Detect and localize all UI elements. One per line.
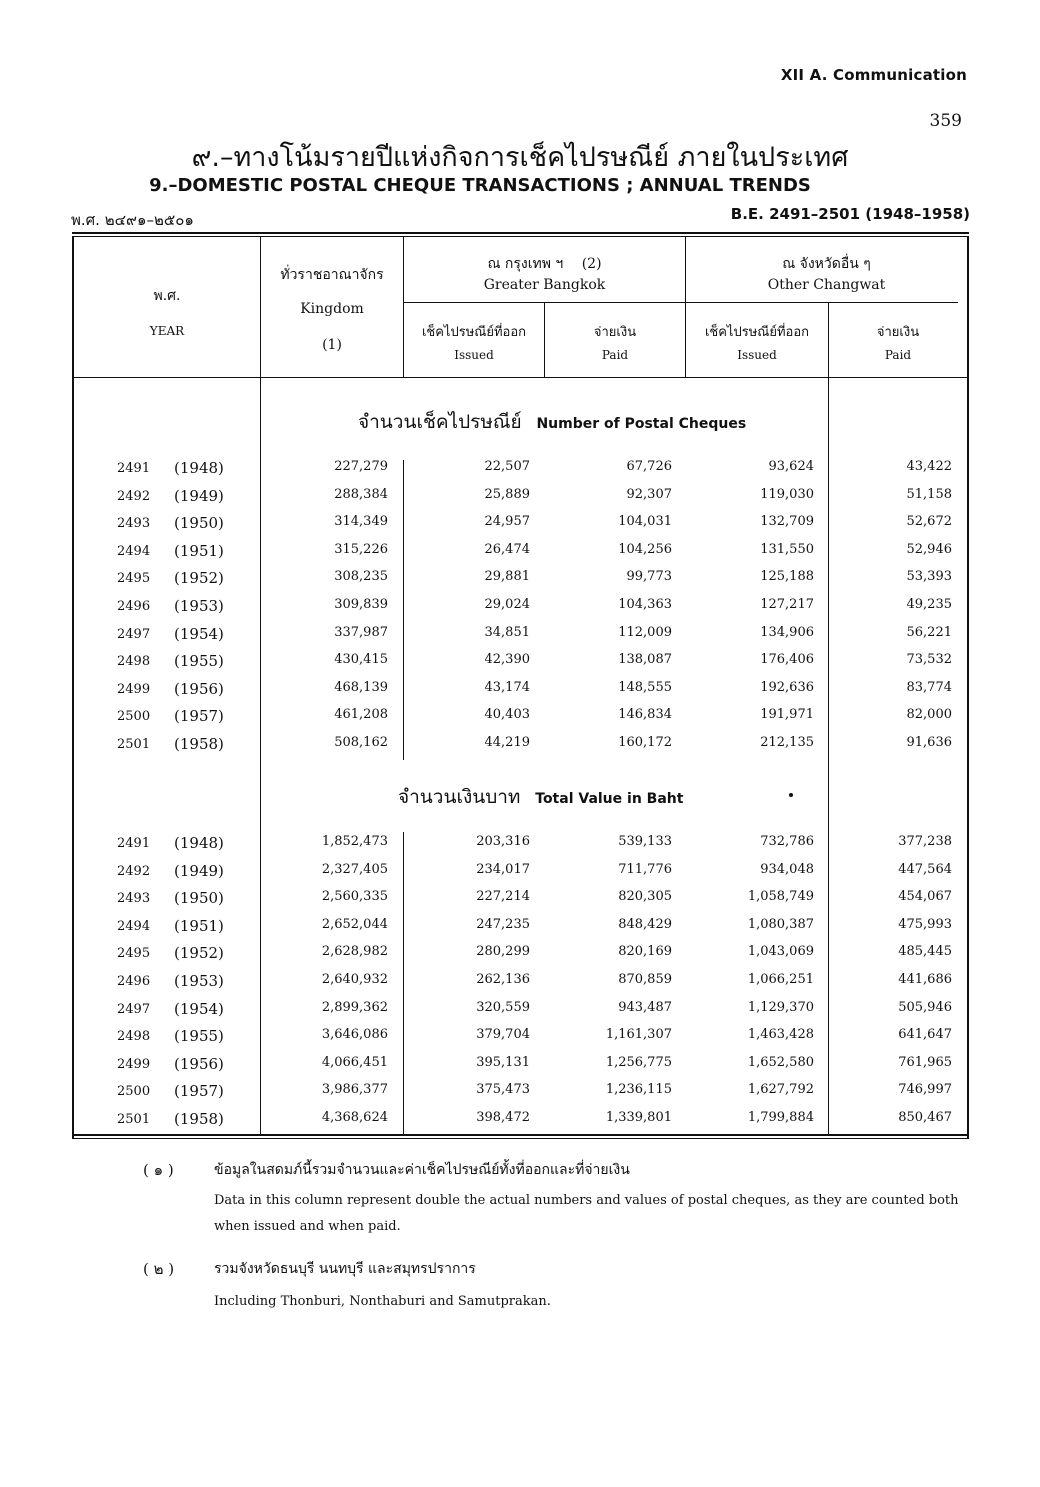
cell-kingdom: 430,415: [334, 652, 388, 668]
cell-bkk-paid: 539,133: [618, 834, 672, 849]
section-heading-number-english: Number of Postal Cheques: [536, 416, 747, 432]
section-heading-number: [358, 407, 746, 437]
cell-year-ce: (1957): [174, 707, 224, 726]
cell-oth-paid: 56,221: [906, 624, 952, 640]
cell-oth-issued: 212,135: [760, 735, 814, 750]
section-label: XII A. Communication: [780, 66, 967, 84]
cell-oth-issued: 131,550: [760, 541, 814, 557]
cell-bkk-issued: 40,403: [484, 707, 530, 723]
cell-year-be: 2494: [117, 918, 151, 934]
cell-year-be: 2493: [117, 516, 151, 532]
cell-year-be: 2492: [117, 863, 151, 879]
cell-bkk-paid: 1,236,115: [605, 1082, 672, 1098]
cell-year-ce: (1958): [174, 1110, 224, 1128]
cell-bkk-paid: 99,773: [626, 569, 672, 585]
cell-bkk-paid: 1,339,801: [605, 1110, 672, 1125]
cell-bkk-issued: 262,136: [476, 972, 530, 987]
section-heading-value-english: Total Value in Baht: [535, 791, 684, 807]
cell-oth-issued: 192,636: [760, 679, 814, 695]
cell-year-ce: (1956): [174, 679, 224, 698]
cell-oth-issued: 1,652,580: [747, 1054, 814, 1070]
cell-oth-issued: 1,627,792: [747, 1082, 814, 1098]
section-heading-value: [398, 782, 683, 812]
header-split-rule: [403, 302, 958, 303]
cell-bkk-paid: 160,172: [618, 735, 672, 750]
cell-oth-issued: 93,624: [768, 459, 814, 474]
table-row: [0, 970, 1040, 998]
cell-oth-paid: 83,774: [906, 679, 952, 695]
table-bottom-rule-inner: [72, 1138, 969, 1139]
table-row: [0, 832, 1040, 860]
page-number: 359: [929, 111, 962, 131]
cell-bkk-issued: 203,316: [476, 834, 530, 849]
cell-kingdom: 309,839: [334, 597, 388, 612]
section-heading-value-thai: จำนวนเงินบาท: [398, 786, 521, 808]
cell-oth-paid: 485,445: [898, 944, 952, 960]
cell-year-be: 2497: [117, 1001, 151, 1017]
cell-oth-issued: 176,406: [760, 652, 814, 668]
header-oth-paid-english: Paid: [884, 348, 912, 362]
cell-bkk-issued: 25,889: [484, 486, 530, 502]
cell-bkk-issued: 42,390: [484, 652, 530, 668]
table-row: [0, 678, 1040, 706]
table-row: [0, 705, 1040, 733]
cell-year-be: 2491: [117, 461, 151, 476]
header-year-english: YEAR: [149, 324, 185, 338]
cell-bkk-issued: 24,957: [484, 514, 530, 530]
cell-kingdom: 2,560,335: [321, 889, 388, 905]
header-bangkok-thai-text: ณ กรุงเทพ ฯ: [487, 256, 564, 272]
cell-bkk-paid: 820,169: [618, 944, 672, 960]
cell-kingdom: 1,852,473: [321, 834, 388, 849]
cell-oth-paid: 447,564: [898, 861, 952, 877]
cell-kingdom: 288,384: [334, 486, 388, 502]
cell-year-be: 2498: [117, 1029, 151, 1045]
cell-bkk-paid: 67,726: [626, 459, 672, 474]
header-bangkok-thai: [404, 255, 685, 273]
cell-bkk-issued: 22,507: [484, 459, 530, 474]
table-top-rule: [72, 232, 969, 234]
cell-bkk-paid: 104,363: [618, 597, 672, 612]
cell-bkk-paid: 146,834: [618, 707, 672, 723]
cell-bkk-paid: 848,429: [618, 916, 672, 932]
cell-year-ce: (1952): [174, 569, 224, 588]
cell-oth-paid: 641,647: [898, 1027, 952, 1043]
cell-oth-issued: 1,058,749: [747, 889, 814, 905]
table-row: [0, 915, 1040, 943]
cell-year-be: 2499: [117, 681, 151, 697]
cell-oth-issued: 934,048: [760, 861, 814, 877]
table-row: [0, 1053, 1040, 1081]
cell-kingdom: 337,987: [334, 624, 388, 640]
table-row: [0, 485, 1040, 513]
cell-oth-issued: 732,786: [760, 834, 814, 849]
cell-year-ce: (1948): [174, 834, 224, 852]
table-row: [0, 860, 1040, 888]
header-kingdom-note: (1): [322, 337, 342, 353]
cell-year-be: 2492: [117, 488, 151, 504]
table-row: [0, 942, 1040, 970]
cell-oth-paid: 475,993: [898, 916, 952, 932]
cell-bkk-issued: 398,472: [476, 1110, 530, 1125]
cell-oth-issued: 1,066,251: [747, 972, 814, 987]
cell-year-be: 2499: [117, 1056, 151, 1072]
table-row: [0, 887, 1040, 915]
footnote-2-mark: ( ๒ ): [143, 1260, 175, 1278]
cell-kingdom: 2,899,362: [321, 999, 388, 1015]
cell-year-ce: (1953): [174, 972, 224, 990]
cell-bkk-paid: 870,859: [618, 972, 672, 987]
cell-bkk-issued: 44,219: [484, 735, 530, 750]
table-title-thai: ๙.–ทางโน้มรายปีแห่งกิจการเช็คไปรษณีย์ ภายในประเทศ: [191, 142, 849, 173]
cell-bkk-issued: 320,559: [476, 999, 530, 1015]
section-heading-number-thai: จำนวนเช็คไปรษณีย์: [358, 411, 522, 433]
cell-oth-paid: 454,067: [898, 889, 952, 905]
period-english: B.E. 2491–2501 (1948–1958): [730, 205, 970, 223]
cell-year-ce: (1951): [174, 541, 224, 560]
header-oth-issued-english: Issued: [737, 348, 777, 362]
cell-bkk-paid: 104,031: [618, 514, 672, 530]
cell-oth-paid: 746,997: [898, 1082, 952, 1098]
header-bkk-paid-english: Paid: [601, 348, 629, 362]
cell-oth-paid: 52,946: [906, 541, 952, 557]
header-other-english: Other Changwat: [767, 277, 886, 293]
cell-bkk-paid: 711,776: [618, 861, 672, 877]
cell-oth-paid: 850,467: [898, 1110, 952, 1125]
cell-oth-issued: 134,906: [760, 624, 814, 640]
cell-bkk-issued: 280,299: [476, 944, 530, 960]
header-bangkok-note: (2): [581, 256, 602, 272]
table-row: [0, 1108, 1040, 1136]
cell-kingdom: 2,628,982: [321, 944, 388, 960]
cell-oth-issued: 127,217: [760, 597, 814, 612]
header-year-thai: พ.ศ.: [153, 288, 181, 304]
cell-kingdom: 3,646,086: [321, 1027, 388, 1043]
cell-oth-paid: 441,686: [898, 972, 952, 987]
cell-year-ce: (1952): [174, 944, 224, 963]
cell-bkk-paid: 138,087: [618, 652, 672, 668]
cell-kingdom: 2,327,405: [321, 861, 388, 877]
cell-year-be: 2494: [117, 543, 151, 559]
cell-bkk-issued: 26,474: [484, 541, 530, 557]
cell-oth-paid: 73,532: [906, 652, 952, 668]
table-row: [0, 998, 1040, 1026]
cell-kingdom: 3,986,377: [321, 1082, 388, 1098]
cell-oth-issued: 1,080,387: [747, 916, 814, 932]
cell-oth-paid: 82,000: [906, 707, 952, 723]
table-row: [0, 1025, 1040, 1053]
cell-bkk-paid: 112,009: [618, 624, 672, 640]
cell-kingdom: 308,235: [334, 569, 388, 585]
table-row: [0, 650, 1040, 678]
cell-year-ce: (1955): [174, 652, 224, 671]
cell-oth-paid: 49,235: [906, 597, 952, 612]
cell-oth-paid: 52,672: [906, 514, 952, 530]
header-kingdom-english: Kingdom: [300, 301, 364, 317]
cell-bkk-issued: 29,024: [484, 597, 530, 612]
cell-bkk-issued: 247,235: [476, 916, 530, 932]
cell-year-be: 2500: [117, 1084, 151, 1100]
table-row: [0, 457, 1040, 485]
footnote-2-english: Including Thonburi, Nonthaburi and Samutprakan.: [214, 1294, 551, 1309]
cell-bkk-paid: 820,305: [618, 889, 672, 905]
header-bkk-paid-thai: จ่ายเงิน: [593, 325, 637, 340]
cell-year-be: 2496: [117, 974, 151, 989]
cell-oth-paid: 53,393: [906, 569, 952, 585]
stray-dot-mark: [789, 793, 793, 797]
cell-bkk-paid: 1,161,307: [605, 1027, 672, 1043]
cell-kingdom: 4,066,451: [321, 1054, 388, 1070]
cell-year-ce: (1951): [174, 916, 224, 935]
cell-bkk-issued: 43,174: [484, 679, 530, 695]
cell-bkk-issued: 395,131: [476, 1054, 530, 1070]
footnote-1-mark: ( ๑ ): [143, 1161, 174, 1179]
cell-year-ce: (1954): [174, 624, 224, 643]
header-bottom-rule: [72, 377, 969, 378]
footnote-1-thai: ข้อมูลในสดมภ์นี้รวมจำนวนและค่าเช็คไปรษณีย์ทั้งที่ออกและที่จ่ายเงิน: [214, 1162, 630, 1178]
cell-bkk-paid: 943,487: [618, 999, 672, 1015]
table-row: [0, 567, 1040, 595]
cell-oth-issued: 125,188: [760, 569, 814, 585]
cell-oth-issued: 1,463,428: [747, 1027, 814, 1043]
header-oth-issued-thai: เช็คไปรษณีย์ที่ออก: [704, 325, 810, 340]
cell-year-be: 2495: [117, 571, 151, 587]
cell-bkk-issued: 227,214: [476, 889, 530, 905]
cell-year-ce: (1948): [174, 459, 224, 477]
cell-year-ce: (1956): [174, 1054, 224, 1073]
cell-year-ce: (1950): [174, 889, 224, 908]
cell-year-ce: (1953): [174, 597, 224, 615]
cell-kingdom: 314,349: [334, 514, 388, 530]
cell-kingdom: 461,208: [334, 707, 388, 723]
cell-kingdom: 2,640,932: [321, 972, 388, 987]
cell-oth-issued: 1,129,370: [747, 999, 814, 1015]
table-row: [0, 733, 1040, 761]
cell-kingdom: 4,368,624: [321, 1110, 388, 1125]
cell-oth-issued: 119,030: [760, 486, 814, 502]
table-title-english: 9.–DOMESTIC POSTAL CHEQUE TRANSACTIONS ; ANNUAL TRENDS: [149, 175, 811, 196]
cell-kingdom: 508,162: [334, 735, 388, 750]
cell-oth-issued: 132,709: [760, 514, 814, 530]
cell-year-be: 2495: [117, 946, 151, 962]
table-row: [0, 623, 1040, 651]
cell-year-ce: (1954): [174, 999, 224, 1018]
table-row: [0, 595, 1040, 623]
footnote-2-thai: รวมจังหวัดธนบุรี นนทบุรี และสมุทรปราการ: [214, 1261, 476, 1277]
header-bangkok-english: Greater Bangkok: [483, 277, 606, 293]
header-kingdom-thai: ทั่วราชอาณาจักร: [280, 267, 384, 283]
cell-bkk-issued: 29,881: [484, 569, 530, 585]
cell-oth-issued: 1,799,884: [747, 1110, 814, 1125]
cell-year-ce: (1949): [174, 486, 224, 505]
cell-oth-paid: 43,422: [906, 459, 952, 474]
cell-bkk-issued: 34,851: [484, 624, 530, 640]
header-oth-paid-thai: จ่ายเงิน: [876, 325, 920, 340]
cell-year-ce: (1957): [174, 1082, 224, 1101]
cell-year-ce: (1958): [174, 735, 224, 753]
cell-oth-paid: 761,965: [898, 1054, 952, 1070]
period-thai: พ.ศ. ๒๔๙๑–๒๕๐๑: [71, 211, 194, 229]
table-row: [0, 512, 1040, 540]
cell-year-be: 2501: [117, 1112, 151, 1127]
cell-bkk-paid: 1,256,775: [605, 1054, 672, 1070]
cell-bkk-issued: 379,704: [476, 1027, 530, 1043]
header-bkk-issued-english: Issued: [454, 348, 494, 362]
cell-year-be: 2491: [117, 836, 151, 851]
cell-year-ce: (1949): [174, 861, 224, 880]
cell-kingdom: 468,139: [334, 679, 388, 695]
header-bkk-issued-thai: เช็คไปรษณีย์ที่ออก: [421, 325, 527, 340]
cell-oth-paid: 91,636: [906, 735, 952, 750]
table-row: [0, 540, 1040, 568]
cell-year-be: 2500: [117, 709, 151, 725]
cell-oth-paid: 505,946: [898, 999, 952, 1015]
table-top-rule-inner: [72, 236, 969, 237]
cell-oth-issued: 1,043,069: [747, 944, 814, 960]
cell-year-be: 2498: [117, 654, 151, 670]
cell-bkk-paid: 104,256: [618, 541, 672, 557]
cell-kingdom: 2,652,044: [321, 916, 388, 932]
table-row: [0, 1080, 1040, 1108]
cell-year-be: 2493: [117, 891, 151, 907]
cell-oth-issued: 191,971: [760, 707, 814, 723]
cell-year-ce: (1955): [174, 1027, 224, 1046]
cell-year-ce: (1950): [174, 514, 224, 533]
cell-bkk-issued: 375,473: [476, 1082, 530, 1098]
cell-oth-paid: 51,158: [906, 486, 952, 502]
header-other-thai: ณ จังหวัดอื่น ๆ: [782, 256, 871, 272]
cell-year-be: 2496: [117, 599, 151, 614]
cell-oth-paid: 377,238: [898, 834, 952, 849]
cell-bkk-paid: 92,307: [626, 486, 672, 502]
cell-year-be: 2497: [117, 626, 151, 642]
footnote-1-english: Data in this column represent double the actual numbers and values of postal cheques, as they are counted both when issued and when paid.: [214, 1193, 959, 1234]
cell-bkk-paid: 148,555: [618, 679, 672, 695]
cell-kingdom: 315,226: [334, 541, 388, 557]
cell-kingdom: 227,279: [334, 459, 388, 474]
cell-bkk-issued: 234,017: [476, 861, 530, 877]
cell-year-be: 2501: [117, 737, 151, 752]
